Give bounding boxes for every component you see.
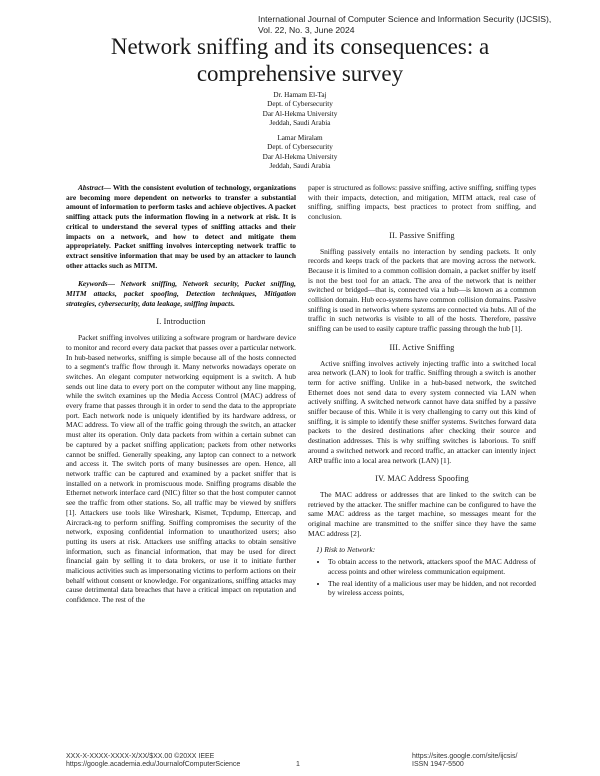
section-number: III. bbox=[389, 342, 401, 352]
section-title: MAC Address Spoofing bbox=[387, 474, 469, 484]
section-title: Active Sniffing bbox=[402, 342, 455, 352]
keywords-label: Keywords bbox=[78, 279, 108, 289]
footer-copyright: XXX-X-XXXX-XXXX-X/XX/$XX.00 ©20XX IEEE bbox=[66, 753, 215, 760]
section-number: I. bbox=[156, 317, 162, 327]
footer-right bbox=[412, 753, 517, 769]
introduction-continued: paper is structured as follows: passive sniffing, active sniffing, sniffing types with their impacts, detection, and mitigation, MITM attack, real case of sniffing, sniffing impacts, best practices to protect from sniffing, and conclusion. bbox=[308, 183, 536, 222]
author-dept: Dept. of Cybersecurity bbox=[267, 100, 333, 109]
author-university: Dar Al-Hekma University bbox=[262, 152, 338, 161]
mac-paragraph: The MAC address or addresses that are linked to the switch can be retrieved by the attacker. The sniffer machine can be configured to have the same MAC address as the target machine, so messages meant for the original machine are transmitted to the sniffer since they have the same MAC address [2]. bbox=[308, 489, 536, 538]
author-block bbox=[200, 91, 400, 129]
passive-paragraph: Sniffing passively entails no interaction by sending packets. It only records and keeps track of the packets that are moving across the network. Because it is limited to a common collision domain, a packet sniffer by itself is not the best tool for an attack. The area of the network that is neither switched or bridged—that is, connected via a hub—is known as a common collision domain. Hub eco-systems have common collision domains. Passive sniffing is used in networks where systems are connected via hubs. All of the traffic in such networks is visible to all of the hosts. Therefore, passive sniffing can be used to easily capture traffic passing through the hub [1]. bbox=[308, 246, 536, 334]
footer-issn: ISSN 1947-5500 bbox=[412, 761, 464, 768]
footer-link[interactable]: https://google.academia.edu/JournalofComputerScience bbox=[66, 761, 241, 768]
section-number: IV. bbox=[375, 474, 386, 484]
active-paragraph: Active sniffing involves actively injecting traffic into a switched local area network (LAN) to look for traffic. Sniffing through a switch is another term for active sniffing. Unlike in a hub-based network, the switched Ethernet does not send data to every system connected via LAN when actively sniffing. A switched network cannot have data sniffed by a passive sniffer because of this. While it is very challenging to carry out this kind of sniffing, it is simple to identify these sniffer systems. Switches forward data packets to the desired destinations after checking their source and destination addresses. This is why sniffing switches is laborious. To sniff around a switched network and record traffic, an attacker can intently inject ARP traffic into a local area network (LAN) [1]. bbox=[308, 358, 536, 465]
author-dept: Dept. of Cybersecurity bbox=[267, 143, 333, 152]
author-university: Dar Al-Hekma University bbox=[262, 109, 338, 118]
abstract bbox=[66, 183, 296, 270]
section-heading-introduction bbox=[66, 317, 296, 327]
paper-title: Network sniffing and its consequences: a comprehensive survey bbox=[110, 34, 490, 86]
right-column bbox=[308, 183, 536, 600]
section-title: Passive Sniffing bbox=[399, 230, 455, 240]
author-name: Lamar Miralam bbox=[277, 134, 323, 142]
section-title: Introduction bbox=[163, 317, 206, 327]
subsection-heading-risk: 1) Risk to Network: bbox=[316, 544, 376, 554]
author-city: Jeddah, Saudi Arabia bbox=[269, 119, 331, 128]
author-block bbox=[200, 134, 400, 172]
list-item: • The real identity of a malicious user may be hidden, and not recorded by wireless access points, bbox=[328, 579, 536, 598]
journal-line-2: Vol. 22, No. 3, June 2024 bbox=[258, 25, 355, 35]
risk-list bbox=[308, 557, 536, 598]
section-heading-passive bbox=[308, 231, 536, 241]
keywords bbox=[66, 279, 296, 308]
keywords-text: — Network sniffing, Network security, Packet sniffing, MITM attacks, packet spoofing, Detection techniques, Mitigation strategies, cybersecurity, data leakage, sniffing impacts. bbox=[66, 279, 296, 308]
section-heading-mac bbox=[308, 474, 536, 484]
introduction-paragraph: Packet sniffing involves utilizing a software program or hardware device to monitor and record every data packet that passes over a particular network. In hub-based networks, sniffing is simple because all of the hosts connected to a segment's traffic flow through it. Many networks nowadays operate on switches. An elegant computer networking equipment is a switch. A hub sends out line data to every port on the computer without any line mapping, while the switch examines up the Media Access Control (MAC) address of every frame that passes through it in order to send the data to the appropriate port. Each network node is uniquely identified by its hardware address, or MAC address. To view all of the traffic going through the switch, an attacker must alter its operation. Only data packets from within a certain subnet can be captured by a packet sniffing application; packets from other networks cannot be sniffed. Generally speaking, any laptop can connect to a network and access it. The switch ports of many businesses are open. Hence, all network traffic can be captured and examined by a packet sniffer that is installed on a network in promiscuous mode. Sniffing programs disable the Ethernet network interface card (NIC) filter so that the host computer cannot see the traffic from other stations. So, all traffic may be viewed by sniffers [1]. Attackers use tools like Wireshark, Kismet, Tcpdump, Ettercap, and Aircrack-ng to perform sniffing. Sniffing compromises the security of the network, exposing confidential information to unauthorized users; also putting its users at risk. Attackers use sniffing attacks to obtain sensitive information, such as financial information, that may be used for direct financial gain by selling it to data brokers, or use it to initiate further malicious activities such as impersonating victims to perform actions on their behalf without consent or knowledge. For organizations, sniffing attacks may cause detrimental data breaches that have a critical impact on reputation and confidence. The rest of the bbox=[66, 333, 296, 605]
author-city: Jeddah, Saudi Arabia bbox=[269, 162, 331, 171]
section-number: II. bbox=[389, 230, 398, 240]
abstract-text: — With the consistent evolution of technology, organizations are becoming more dependent on networks to transfer a substantial amount of information to perform tasks and achieve objectives. A packet sniffing attack puts the information flowing in a network at risk. It is critical to understand the several types of sniffing attacks and their impacts on a network, and how to detect and mitigate them appropriately. Packet sniffing involves intercepting network traffic to extract sensitive information that may be used by an attacker to launch other attacks such as MITM. bbox=[66, 183, 296, 270]
list-item: • To obtain access to the network, attackers spoof the MAC Address of access points and other wireless communication equipment. bbox=[328, 557, 536, 576]
left-column bbox=[66, 183, 296, 605]
footer-site-link[interactable]: https://sites.google.com/site/ijcsis/ bbox=[412, 753, 518, 760]
abstract-label: Abstract bbox=[78, 183, 104, 192]
author-name: Dr. Hamam El-Taj bbox=[273, 91, 327, 99]
journal-line-1: International Journal of Computer Science and Information Security (IJCSIS), bbox=[258, 14, 552, 24]
section-heading-active bbox=[308, 343, 536, 353]
page-number: 1 bbox=[296, 761, 300, 768]
footer-left bbox=[66, 753, 240, 769]
